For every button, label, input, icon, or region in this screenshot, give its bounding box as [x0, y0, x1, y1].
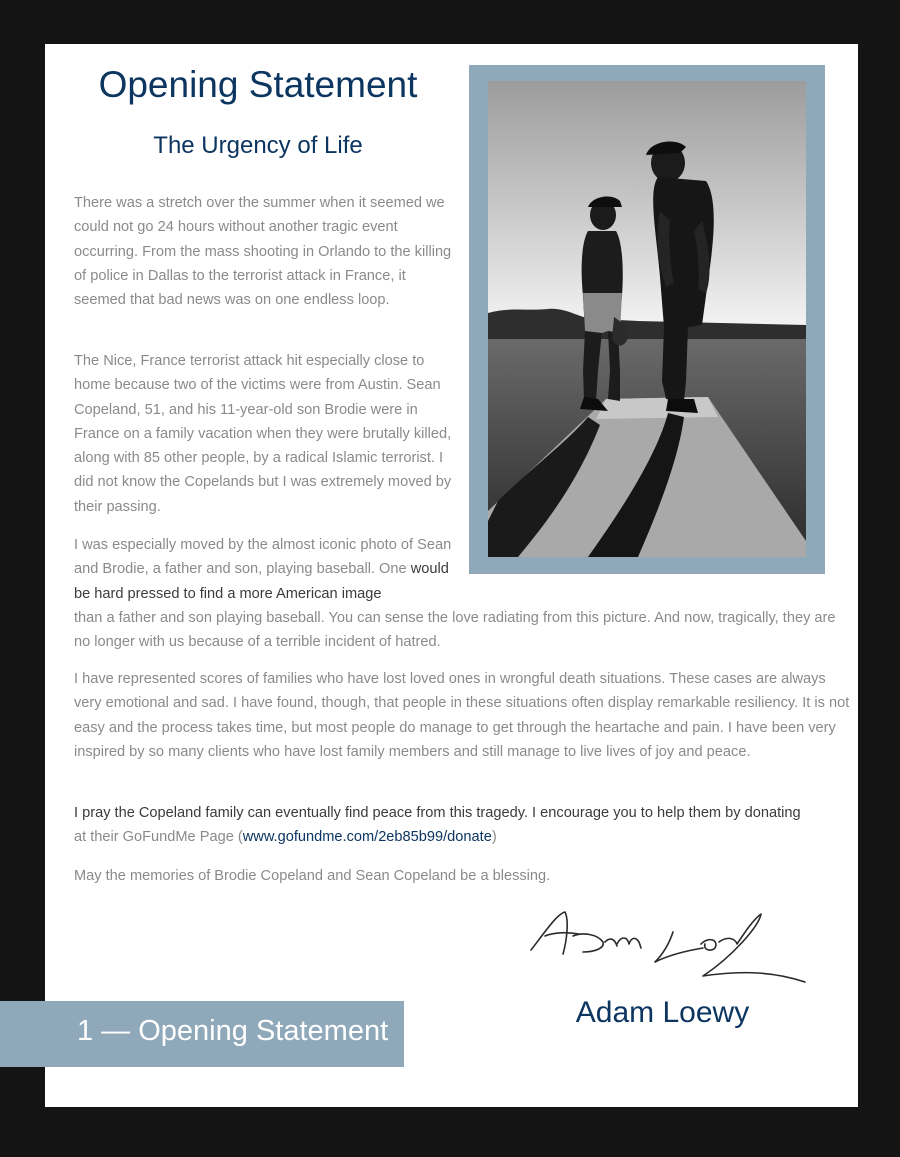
- paragraph-3-text: I was especially moved by the almost iconic photo of Sean and Brodie, a father and son, playing baseball. One: [74, 537, 452, 578]
- paragraph-5: [74, 801, 834, 850]
- gofundme-link[interactable]: www.gofundme.com/2eb85b99/donate: [242, 829, 492, 846]
- footer-label: 1 — Opening Statement: [77, 1015, 389, 1047]
- page-subtitle: The Urgency of Life: [153, 132, 363, 159]
- father-son-baseball-image: [488, 81, 806, 557]
- handwritten-signature: [523, 892, 808, 1002]
- paragraph-3-emphasis: would be hard pressed to find a more American image: [74, 561, 449, 602]
- baseball-photo: [488, 81, 806, 557]
- paragraph-6: May the memories of Brodie Copeland and Sean Copeland be a blessing.: [74, 868, 551, 884]
- paragraph-3-part-1: [74, 533, 458, 606]
- paragraph-5-line-1: I pray the Copeland family can eventually find peace from this tragedy. I encourage you to help them by donating: [74, 805, 801, 821]
- paragraph-3-part-2: than a father and son playing baseball. You can sense the love radiating from this picture. And now, tragically, they are no longer with us because of a terrible incident of hatred.: [74, 610, 836, 651]
- page-title: Opening Statement: [98, 64, 418, 105]
- signer-name: Adam Loewy: [575, 996, 750, 1029]
- page: [45, 44, 858, 1107]
- photo-frame: [469, 65, 825, 574]
- paragraph-5-prefix: at their GoFundMe Page (: [74, 829, 243, 846]
- paragraph-5-suffix: ): [491, 829, 497, 846]
- paragraph-1: There was a stretch over the summer when it seemed we could not go 24 hours without another tragic event occurring. From the mass shooting in Orlando to the killing of police in Dallas to the terrorist attack in France, it seemed that bad news was on one endless loop.: [74, 195, 452, 309]
- paragraph-4: I have represented scores of families who have lost loved ones in wrongful death situations. These cases are always very emotional and sad. I have found, though, that people in these situations often display remarkable resiliency. It is not easy and the process takes time, but most people do manage to get through the heartache and pain. I have been very inspired by so many clients who have lost family members and still manage to live lives of joy and peace.: [74, 671, 850, 760]
- paragraph-2: The Nice, France terrorist attack hit especially close to home because two of the victims were from Austin. Sean Copeland, 51, and his 11-year-old son Brodie were in France on a family vacation when they were brutally killed, along with 85 other people, by a radical Islamic terrorist. I did not know the Copelands but I was extremely moved by their passing.: [74, 353, 452, 515]
